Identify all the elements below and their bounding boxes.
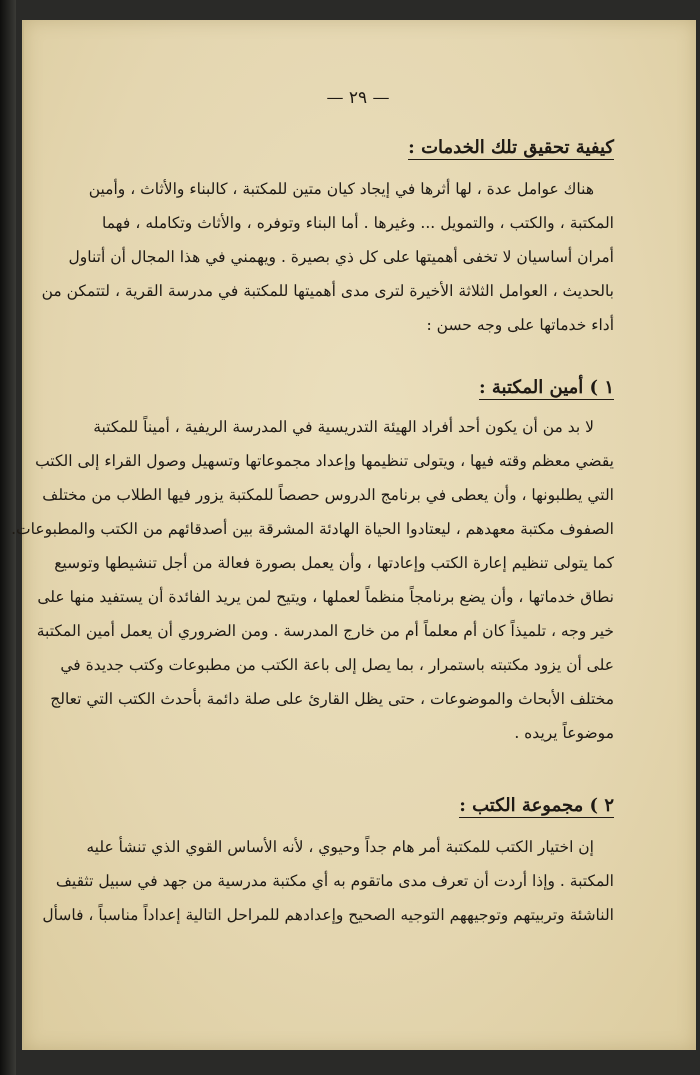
section-heading-services xyxy=(408,134,614,162)
text-line: على أن يزود مكتبته باستمرار ، بما يصل إلى باعة الكتب من مطبوعات وكتب جديدة في xyxy=(60,656,614,674)
text-line: الصفوف مكتبة معهدهم ، ليعتادوا الحياة الهادئة المشرقة بين أصدقائهم من الكتب والمطبوعات. xyxy=(11,520,614,538)
page-number: — ٢٩ — xyxy=(326,88,390,108)
text-line: الناشئة وتربيتهم وتوجيههم التوجيه الصحيح وإعدادهم للمراحل التالية إعداداً مناسباً ، فاسأل xyxy=(42,906,614,924)
book-page xyxy=(11,20,696,1050)
text-line: يقضي معظم وقته فيها ، ويتولى تنظيمها وإعداد مجموعاتها وتسهيل وصول القراء إلى الكتب xyxy=(35,452,614,470)
text-line: المكتبة . وإذا أردت أن تعرف مدى ماتقوم به أي مكتبة مدرسية من جهد في سبيل تثقيف xyxy=(55,872,614,890)
text-line: لا بد من أن يكون أحد أفراد الهيئة التدريسية في المدرسة الريفية ، أميناً للمكتبة xyxy=(93,418,594,436)
text-line: نطاق خدماتها ، وأن يضع برنامجاً منظماً لعملها ، ويتيح لمن يريد الفائدة أن يستفيد منها على xyxy=(37,588,614,606)
text-line: أمران أساسيان لا تخفى أهميتها على كل ذي بصيرة . ويهمني في هذا المجال أن أتناول xyxy=(68,248,614,266)
text-line: إن اختيار الكتب للمكتبة أمر هام جداً وحيوي ، لأنه الأساس القوي الذي تنشأ عليه xyxy=(86,838,594,856)
text-line: موضوعاً يريده . xyxy=(514,724,614,742)
section-heading-text: كيفية تحقيق تلك الخدمات : xyxy=(408,137,614,158)
text-line: أداء خدماتها على وجه حسن : xyxy=(426,316,614,334)
text-line: خير وجه ، تلميذاً كان أم معلماً أم من خارج المدرسة . ومن الضروري أن يعمل أمين المكتبة xyxy=(36,622,614,640)
section-heading-book-collection xyxy=(459,792,614,820)
text-line: بالحديث ، العوامل الثلاثة الأخيرة لترى مدى أهميتها للمكتبة في مدرسة القرية ، لتتمكن من xyxy=(41,282,614,300)
paragraph-book-collection xyxy=(42,830,614,932)
paragraph-librarian xyxy=(11,410,614,750)
paragraph-intro xyxy=(41,172,614,342)
section-heading-text: ٢ ) مجموعة الكتب : xyxy=(459,795,614,816)
text-line: هناك عوامل عدة ، لها أثرها في إيجاد كيان متين للمكتبة ، كالبناء والأثاث ، وأمين xyxy=(88,180,594,198)
text-line: التي يطلبونها ، وأن يعطى في برنامج الدروس حصصاً للمكتبة يزور فيها الطلاب من مختلف xyxy=(42,486,614,504)
text-line: كما يتولى تنظيم إعارة الكتب وإعادتها ، وأن يعمل بصورة فعالة من أجل تنشيطها وتوسيع xyxy=(54,554,614,572)
section-heading-librarian xyxy=(479,374,614,402)
text-line: المكتبة ، والكتب ، والتمويل ... وغيرها . أما البناء وتوفره ، والأثاث وتكامله ، فهما xyxy=(102,214,614,232)
section-heading-text: ١ ) أمين المكتبة : xyxy=(478,377,614,398)
text-line: مختلف الأبحاث والموضوعات ، حتى يظل القارئ على صلة دائمة بأحدث الكتب التي تعالج xyxy=(50,690,614,708)
